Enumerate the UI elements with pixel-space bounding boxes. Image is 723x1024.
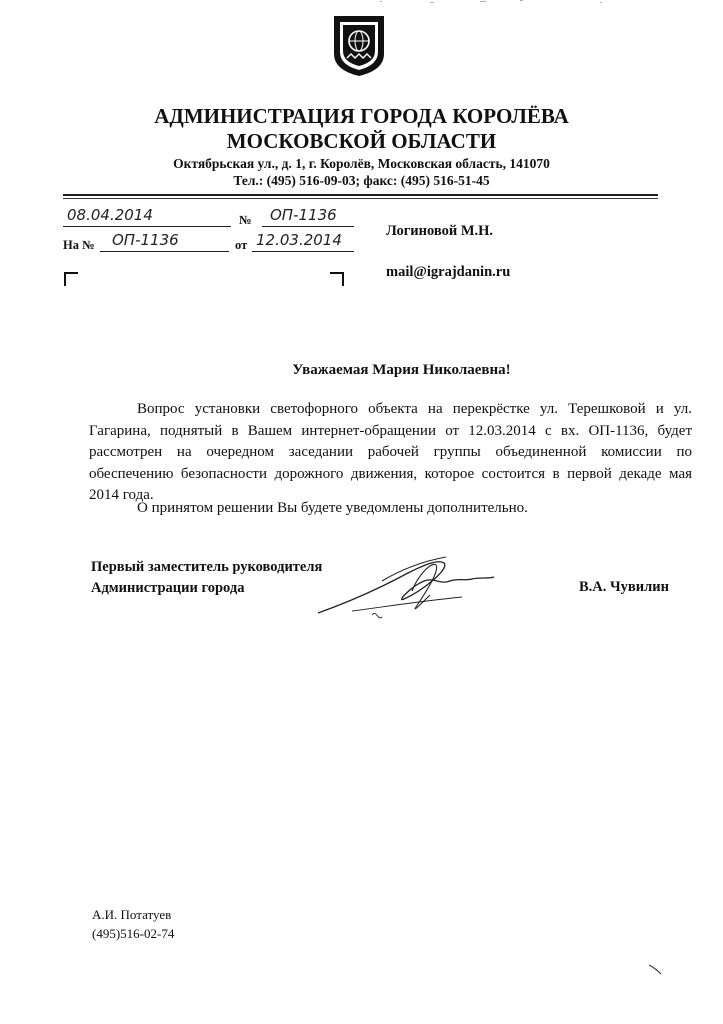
reply-to-label: На № (63, 238, 95, 252)
executor-info (92, 905, 174, 943)
scan-mark (648, 964, 662, 976)
salutation: Уважаемая Мария Николаевна! (292, 362, 511, 378)
body-paragraph-1: Вопрос установки светофорного объекта на перекрёстке ул. Терешковой и ул. Гагарина, поднятый в Вашем интернет-обращении от 12.03.2014 с вх. ОП-1136, будет рассмотрен на очередном заседании рабочей группы объединенной комиссии по обеспечению безопасности дорожного движения, которое состоится в первой декаде мая 2014 года. (89, 401, 692, 503)
organization-name-line1: АДМИНИСТРАЦИЯ ГОРОДА КОРОЛЁВА (154, 104, 569, 128)
executor-phone: (495)516-02-74 (92, 926, 175, 941)
organization-address: Октябрьская ул., д. 1, г. Королёв, Московская область, 141070 (173, 156, 550, 171)
address-corner-left (64, 272, 78, 286)
header-divider-thin (63, 198, 658, 199)
scan-noise-top (370, 0, 650, 4)
signer-title (91, 557, 322, 599)
signer-title-line2: Администрации города (91, 580, 245, 596)
reply-to-number-field (100, 233, 229, 252)
address-corner-right (330, 272, 344, 286)
signer-name: В.А. Чувилин (579, 579, 669, 595)
reply-to-date-label: от (235, 238, 248, 252)
outgoing-number: ОП-1136 (270, 206, 337, 224)
recipient-email: mail@igrajdanin.ru (386, 264, 511, 280)
body-paragraph-2: О принятом решении Вы будете уведомлены дополнительно. (137, 500, 528, 516)
handwritten-signature (312, 551, 497, 623)
outgoing-date-field (63, 208, 231, 227)
organization-contacts: Тел.: (495) 516-09-03; факс: (495) 516-51-45 (233, 173, 490, 188)
recipient-name: Логиновой М.Н. (386, 223, 494, 239)
outgoing-date: 08.04.2014 (67, 206, 153, 224)
organization-name-line2: МОСКОВСКОЙ ОБЛАСТИ (226, 129, 497, 153)
reply-to-date: 12.03.2014 (256, 231, 342, 249)
executor-name: А.И. Потатуев (92, 907, 172, 922)
reply-to-number: ОП-1136 (112, 231, 179, 249)
outgoing-number-label: № (239, 213, 252, 227)
reply-to-date-field (252, 233, 354, 252)
header-divider (63, 194, 658, 196)
city-emblem-icon (331, 14, 387, 78)
outgoing-number-field (262, 208, 354, 227)
signer-title-line1: Первый заместитель руководителя (91, 559, 323, 575)
